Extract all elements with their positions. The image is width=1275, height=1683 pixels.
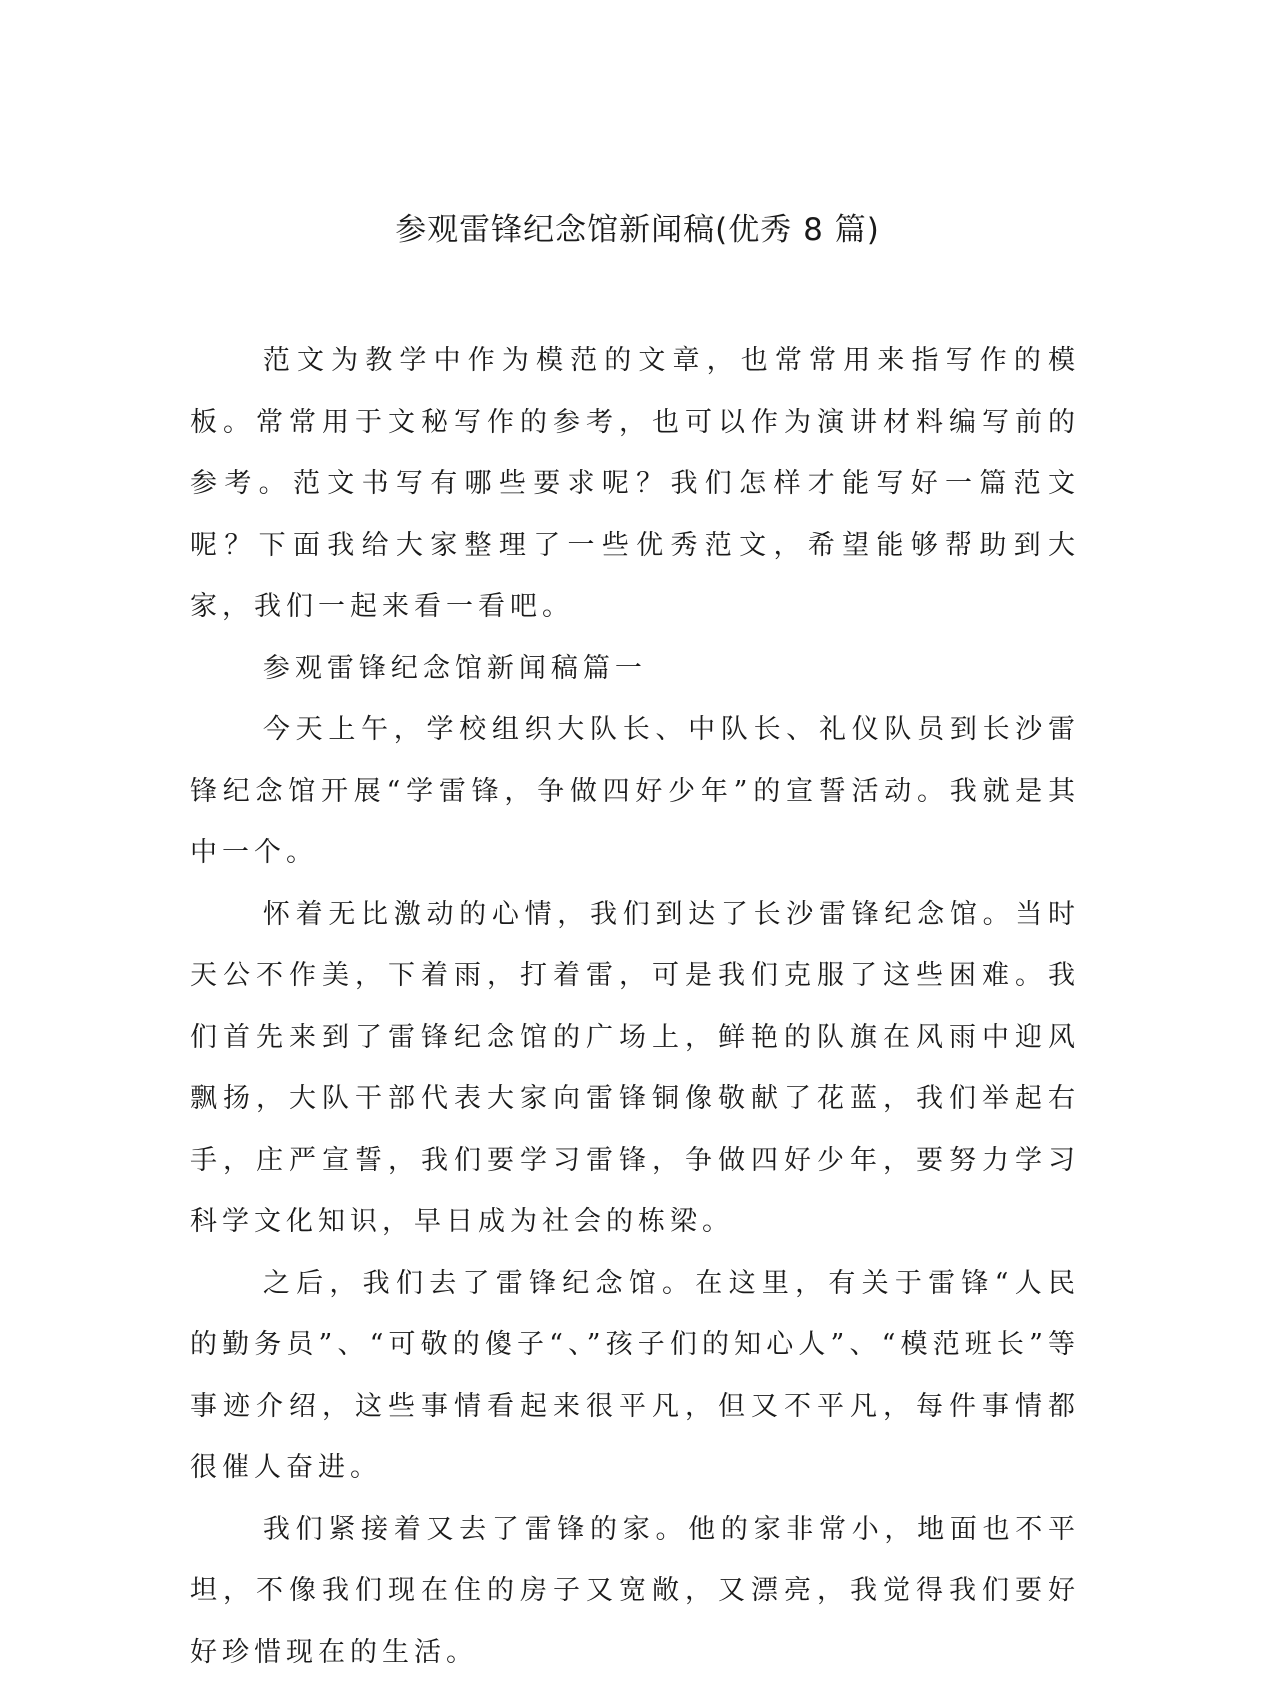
document-title: 参观雷锋纪念馆新闻稿(优秀 8 篇): [0, 210, 1275, 250]
body-paragraph: 之后，我们去了雷锋纪念馆。在这里，有关于雷锋“人民的勤务员”、“可敬的傻子“、”孩子们的知心人”、“模范班长”等事迹介绍，这些事情看起来很平凡，但又不平凡，每件事情都很催人奋进。: [190, 1253, 1080, 1499]
body-paragraph: 我们紧接着又去了雷锋的家。他的家非常小，地面也不平坦，不像我们现在住的房子又宽敞，又漂亮，我觉得我们要好好珍惜现在的生活。: [190, 1499, 1080, 1683]
body-paragraph: 怀着无比激动的心情，我们到达了长沙雷锋纪念馆。当时天公不作美，下着雨，打着雷，可是我们克服了这些困难。我们首先来到了雷锋纪念馆的广场上，鲜艳的队旗在风雨中迎风飘扬，大队干部代表大家向雷锋铜像敬献了花蓝，我们举起右手，庄严宣誓，我们要学习雷锋，争做四好少年，要努力学习科学文化知识，早日成为社会的栋梁。: [190, 884, 1080, 1253]
intro-paragraph: 范文为教学中作为模范的文章，也常常用来指写作的模板。常常用于文秘写作的参考，也可以作为演讲材料编写前的参考。范文书写有哪些要求呢？我们怎样才能写好一篇范文呢？下面我给大家整理了一些优秀范文，希望能够帮助到大家，我们一起来看一看吧。: [190, 330, 1080, 638]
body-paragraph: 今天上午，学校组织大队长、中队长、礼仪队员到长沙雷锋纪念馆开展“学雷锋，争做四好少年”的宣誓活动。我就是其中一个。: [190, 699, 1080, 884]
document-body: [190, 330, 1080, 1683]
section-heading: 参观雷锋纪念馆新闻稿篇一: [190, 638, 1080, 700]
